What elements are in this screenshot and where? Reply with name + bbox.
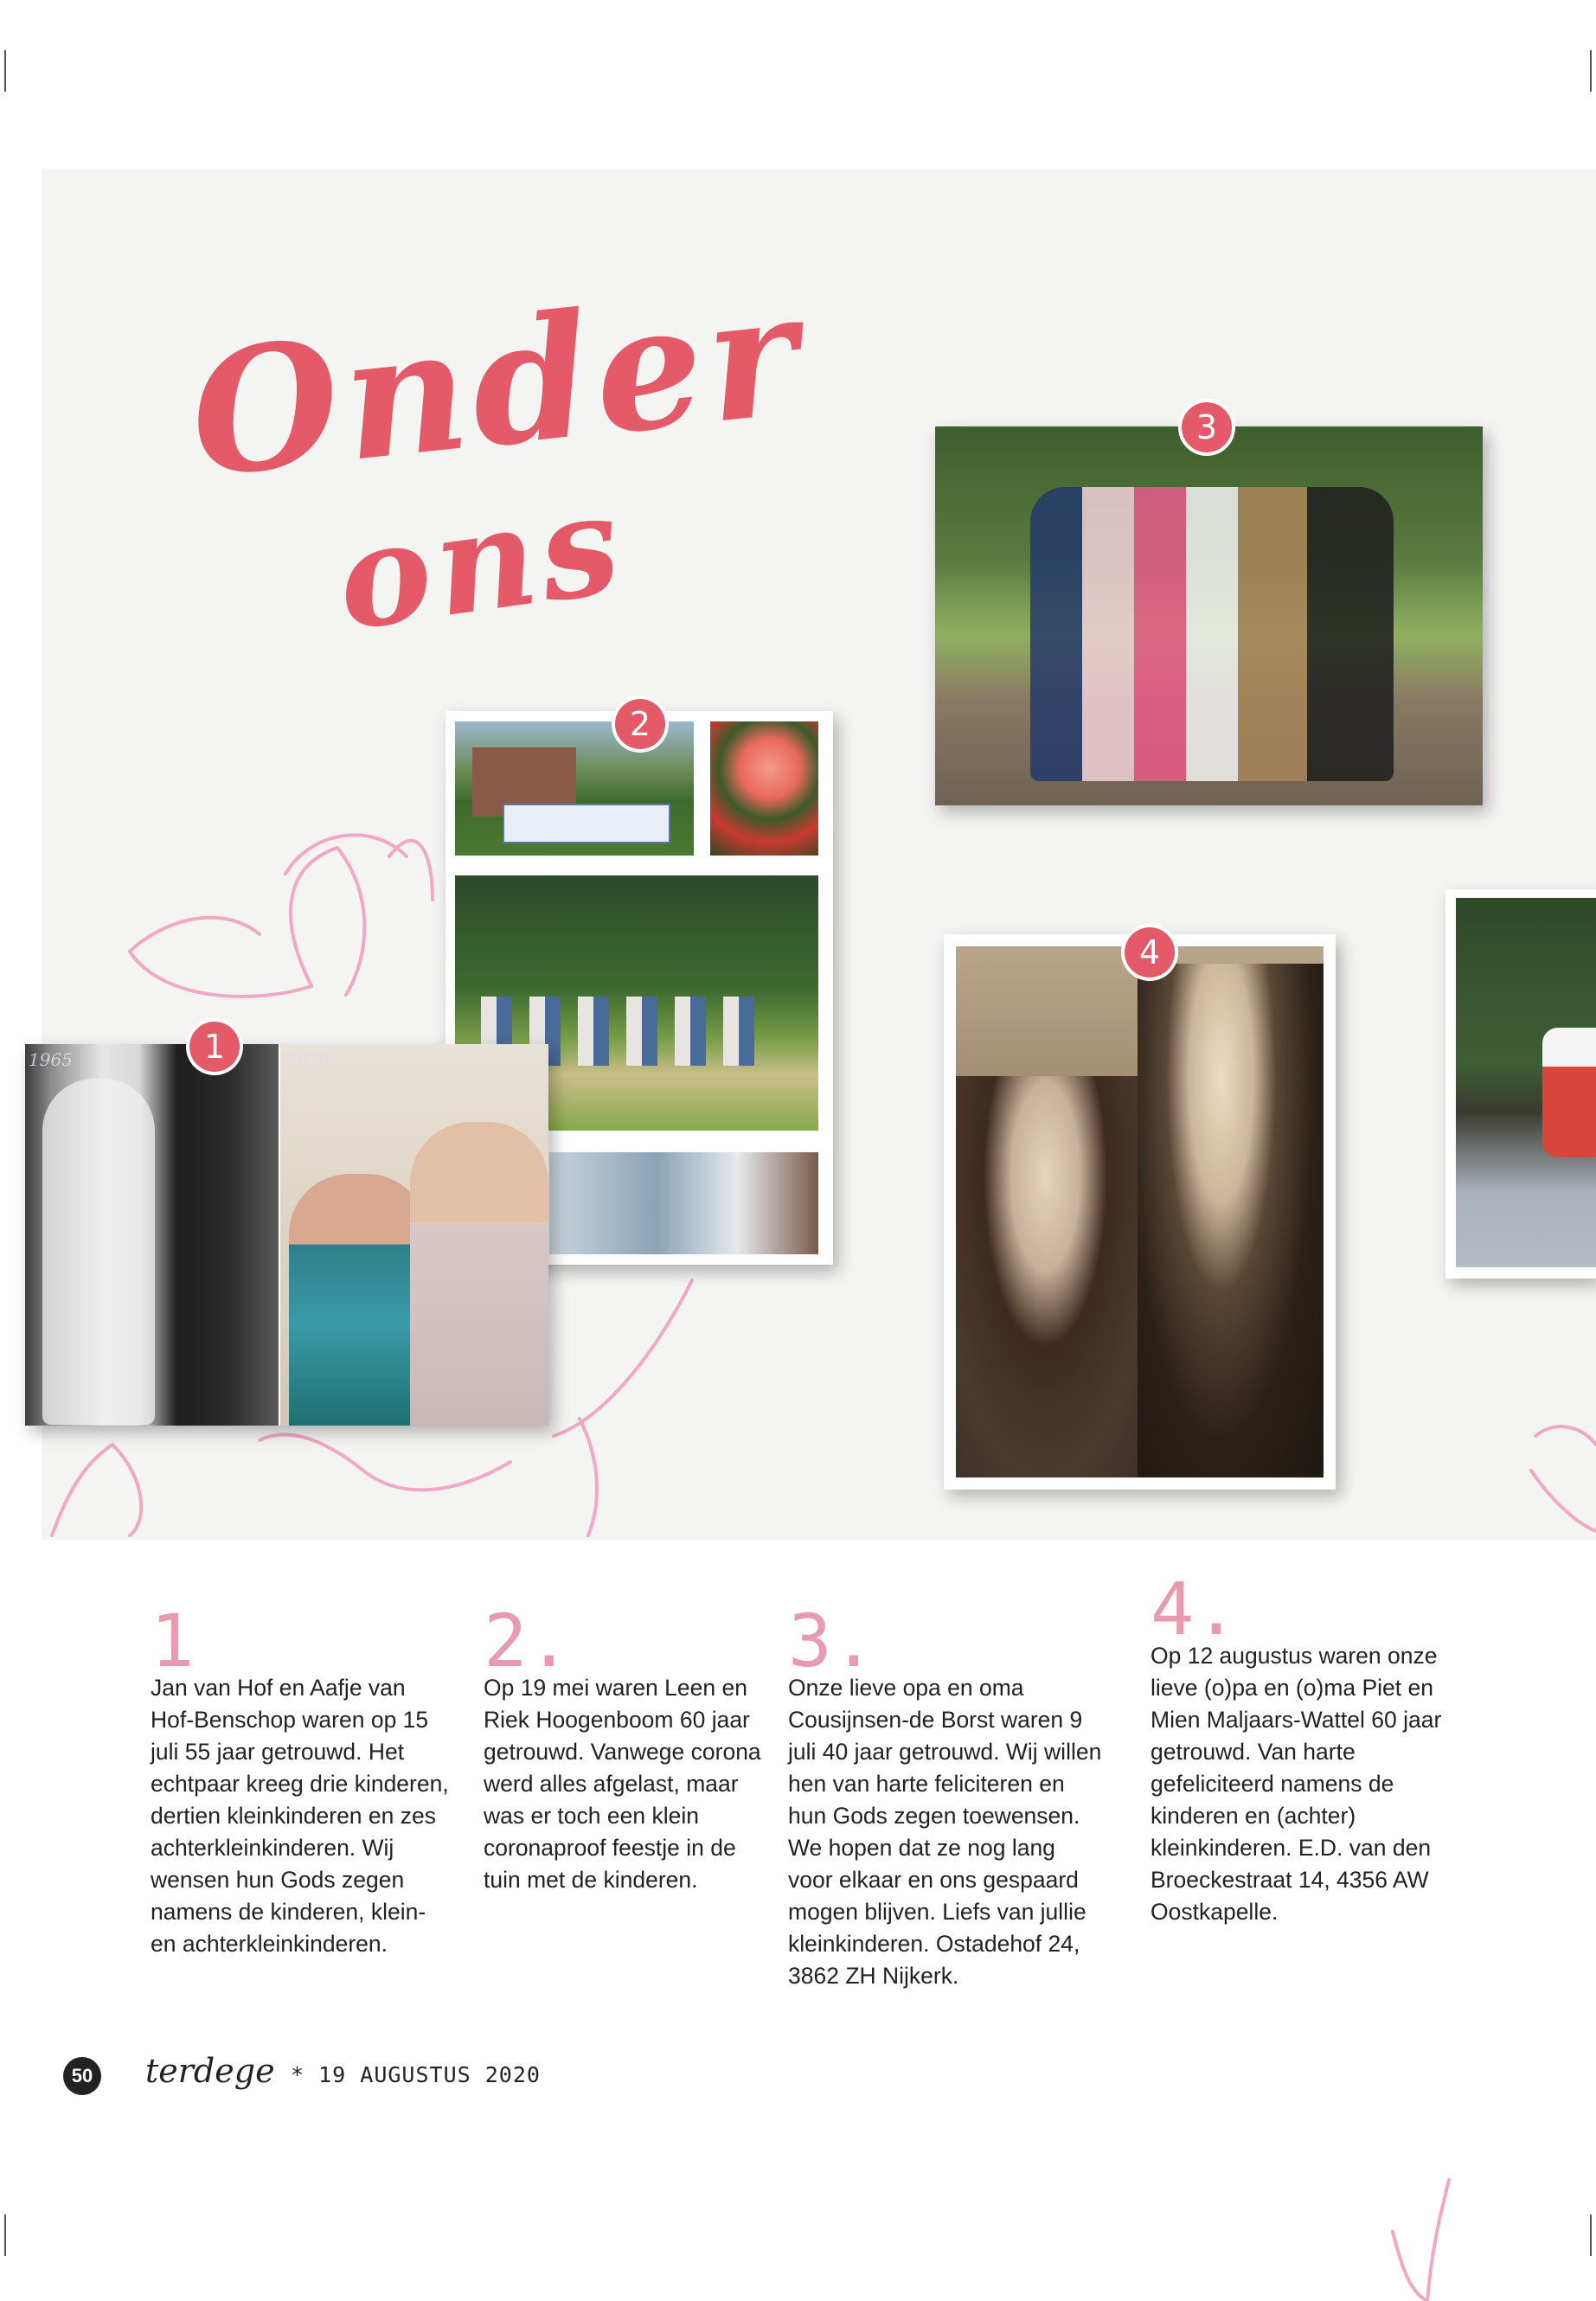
article-text: Op 12 augustus waren onze lieve (o)pa en (o)ma Piet en Mien Maljaars-Wattel 60 jaar getrouwd. Van harte gefeliciteerd namens de kinderen en (achter) kleinkinderen. E.D. van den Broeckestraat 14, 4356 AW Oostkapelle. xyxy=(1151,1643,1442,1925)
page-number: 50 xyxy=(63,2057,101,2095)
article-text: Op 19 mei waren Leen en Riek Hoogenboom 60 jaar getrouwd. Vanwege corona werd alles afgelast, maar was er toch een klein coronaproof feestje in de tuin met de kinderen. xyxy=(484,1675,761,1893)
photo-couple-1 xyxy=(25,1044,548,1426)
woman-figure xyxy=(289,1174,427,1426)
photo-number-badge: 3 xyxy=(1182,402,1232,452)
photo-couple-with-cake xyxy=(549,1152,818,1254)
photo-number-badge: 2 xyxy=(615,699,665,749)
year-label-left: 1965 xyxy=(29,1049,73,1070)
photo-wedding-1965 xyxy=(25,1044,279,1426)
man-portrait xyxy=(1138,964,1324,1477)
photo-grandchildren xyxy=(935,426,1483,805)
photo-number-badge: 4 xyxy=(1125,927,1175,977)
photo-number-badge: 1 xyxy=(189,1022,240,1072)
article-4 xyxy=(1151,1567,1449,1928)
woman-portrait xyxy=(956,1076,1155,1477)
page-title-second-line: ons xyxy=(327,460,634,663)
separator-asterisk: * xyxy=(291,2062,305,2087)
photo-camper-van xyxy=(1445,889,1596,1279)
man-figure xyxy=(410,1122,548,1426)
photo-red-van xyxy=(1456,898,1596,1267)
article-number: 2. xyxy=(484,1599,572,1683)
article-number: 4. xyxy=(1151,1567,1239,1651)
year-label-right: 2020 xyxy=(286,1049,330,1070)
article-1 xyxy=(151,1599,449,1960)
article-3 xyxy=(788,1599,1104,1992)
photo-vintage-couple xyxy=(956,946,1324,1477)
banner-shape xyxy=(503,804,670,843)
page-title: Onder xyxy=(181,253,812,516)
photo-grandchildren-3 xyxy=(935,426,1483,805)
photo-vintage-4 xyxy=(944,934,1336,1490)
veil-shape xyxy=(42,1079,155,1425)
children-group xyxy=(1030,487,1394,781)
van-shape xyxy=(1542,1028,1596,1157)
magazine-brand: terdege xyxy=(145,2052,275,2090)
article-text: Onze lieve opa en oma Cousijnsen-de Borst waren 9 juli 40 jaar getrouwd. Wij willen hen van harte feliciteren en hun Gods zegen toewensen. We hopen dat ze nog lang voor elkaar en ons gespaard mogen blijven. Liefs van jullie kleinkinderen. Ostadehof 24, 3862 ZH Nijkerk. xyxy=(788,1675,1102,1989)
date-text: 19 AUGUSTUS 2020 xyxy=(318,2062,541,2087)
article-text: Jan van Hof en Aafje van Hof-Benschop waren op 15 juli 55 jaar getrouwd. Het echtpaar kreeg drie kinderen, dertien kleinkinderen en zes achterkleinkinderen. Wij wensen hun Gods zegen namens de kinderen, klein- en achterkleinkinderen. xyxy=(151,1675,449,1957)
article-2 xyxy=(484,1599,769,1896)
photo-couple-2020 xyxy=(280,1044,548,1426)
article-number: 3. xyxy=(788,1599,876,1683)
issue-date xyxy=(291,2062,541,2087)
article-number: 1 xyxy=(151,1599,195,1683)
photo-roses xyxy=(710,721,818,856)
